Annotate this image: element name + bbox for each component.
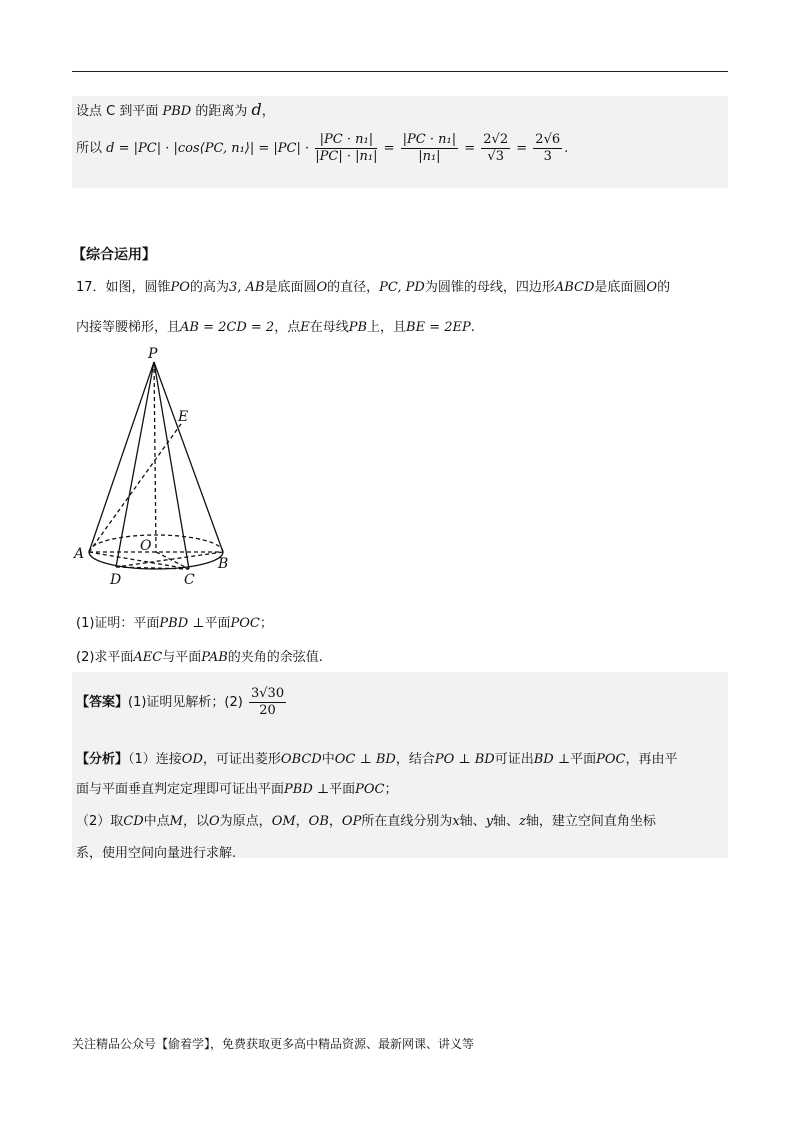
label-A: A: [74, 546, 85, 562]
analysis-line-4: 系，使用空间向量进行求解.: [76, 846, 237, 861]
analysis-line-1: 【分析】（1）连接OD，可证出菱形OBCD中OC ⊥ BD，结合PO ⊥ BD可证出BD ⊥平面POC，再由平: [76, 752, 678, 767]
cone-figure: [72, 346, 242, 596]
label-P: P: [148, 346, 158, 362]
height-PO: [154, 362, 156, 552]
generatrix-PC: [154, 362, 189, 569]
generatrix-PB: [154, 362, 223, 552]
fraction-2: $\frac{\text{|PC · n₁|}}{\text{|n₁|}}$: [402, 132, 457, 164]
problem-line-2: 内接等腰梯形，且AB = 2CD = 2，点E在母线PB上，且BE = 2EP.: [76, 320, 475, 335]
label-B: B: [218, 556, 229, 572]
segment-AC: [89, 552, 189, 569]
label-D: D: [110, 572, 122, 588]
solution-line-2: 所以 d = |PC| · |cos⟨PC, n₁⟩| = |PC| · $\frac{\text{|PC · n₁|}}{\text{|PC| · |n₁|}}$ = $\frac{\text{|PC · n₁|}}{\text{|n₁|}}$ = $\frac{2√2}{√3}$ = $\frac{2√6}{3}$ .: [76, 132, 569, 164]
generatrix-PA: [89, 362, 154, 552]
label-O: O: [140, 538, 152, 554]
analysis-line-3: （2）取CD中点M，以O为原点，OM，OB，OP所在直线分别为x轴、y轴、z轴，建立空间直角坐标: [76, 814, 656, 829]
analysis-line-2: 面与平面垂直判定定理即可证出平面PBD ⊥平面POC；: [76, 782, 398, 797]
fraction-1: $\frac{\text{|PC · n₁|}}{\text{|PC| · |n₁|}}$: [315, 132, 378, 164]
fraction-3: $\frac{2√2}{√3}$: [483, 132, 509, 164]
section-title: 【综合运用】: [72, 247, 156, 263]
top-rule: [72, 71, 728, 72]
fraction-4: $\frac{2√6}{3}$: [535, 132, 561, 164]
base-ellipse-front: [89, 552, 223, 569]
footer-note: 关注精品公众号【偷着学】，免费获取更多高中精品资源、最新网课、讲义等: [72, 1037, 475, 1051]
solution-line-1: 设点 C 到平面 PBD 的距离为 d，: [76, 100, 275, 119]
label-C: C: [184, 572, 195, 588]
answer-line: 【答案】(1)证明见解析；(2) $\frac{3√30}{20}$: [76, 686, 285, 718]
part-1: (1)证明：平面PBD ⊥平面POC；: [76, 616, 273, 631]
problem-line-1: 17．如图，圆锥PO的高为3, AB是底面圆O的直径，PC, PD为圆锥的母线，四边形ABCD是底面圆O的: [76, 280, 671, 295]
part-2: (2)求平面AEC与平面PAB的夹角的余弦值.: [76, 650, 323, 665]
answer-fraction: $\frac{3√30}{20}$: [251, 686, 285, 718]
label-E: E: [178, 409, 189, 425]
segment-AE: [89, 424, 181, 552]
